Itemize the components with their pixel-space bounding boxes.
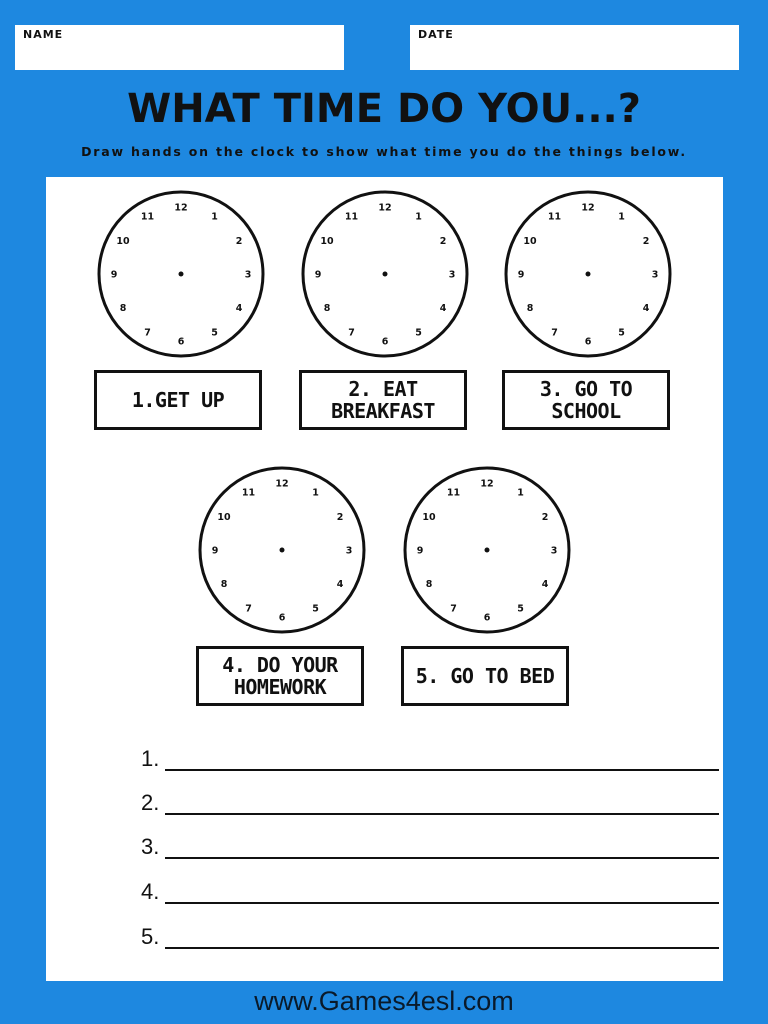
clock-number: 4 [541, 579, 549, 590]
clock-number: 9 [416, 545, 424, 557]
clock-number: 3 [345, 545, 353, 557]
clock-center [586, 272, 591, 277]
clock-number: 1 [415, 211, 422, 223]
clock-number: 11 [140, 211, 155, 223]
clock-5[interactable] [397, 465, 577, 635]
activity-text: 2. EAT BREAKFAST [331, 377, 435, 423]
clock-number: 6 [177, 336, 185, 348]
clock-number: 12 [581, 202, 595, 214]
clock-number: 10 [320, 236, 334, 247]
clock-center [383, 272, 388, 277]
clock-number: 8 [323, 303, 331, 314]
activity-label-4 [196, 646, 364, 706]
clock-number: 2 [336, 512, 344, 523]
answer-line[interactable] [165, 947, 719, 949]
clock-number: 3 [550, 545, 558, 557]
worksheet [46, 177, 723, 981]
website-link[interactable]: www.Games4esl.com [254, 986, 514, 1016]
clock-number: 7 [450, 603, 457, 615]
answer-number: 1. [141, 746, 160, 771]
activity-text: 1.GET UP [131, 388, 225, 412]
clock-number: 6 [381, 336, 389, 348]
clock-number: 9 [314, 269, 322, 281]
activity-label-2 [299, 370, 467, 430]
clock-number: 11 [344, 211, 359, 223]
answer-line[interactable] [165, 857, 719, 859]
clock-number: 6 [483, 612, 491, 624]
clock-number: 2 [439, 236, 447, 247]
clock-number: 10 [523, 236, 537, 247]
clock-number: 2 [235, 236, 243, 247]
clock-number: 9 [211, 545, 219, 557]
clock-center [280, 548, 285, 553]
clock-number: 11 [446, 487, 461, 499]
clock-number: 12 [275, 478, 289, 490]
clock-number: 9 [517, 269, 525, 281]
clock-number: 7 [551, 327, 558, 339]
answer-number: 5. [141, 924, 160, 949]
instructions: Draw hands on the clock to show what time you do the things below. [81, 144, 687, 159]
clock-number: 3 [244, 269, 252, 281]
clock-2[interactable] [295, 189, 475, 359]
clock-number: 6 [584, 336, 592, 348]
name-field[interactable] [15, 25, 344, 70]
clock-number: 1 [312, 487, 319, 499]
clock-number: 3 [651, 269, 659, 281]
clock-number: 12 [174, 202, 188, 214]
clock-number: 5 [618, 327, 625, 339]
answer-line[interactable] [165, 813, 719, 815]
page-title: WHAT TIME DO YOU...? [127, 86, 641, 132]
clock-number: 5 [517, 603, 524, 615]
clock-number: 11 [241, 487, 256, 499]
clock-number: 5 [211, 327, 218, 339]
clock-number: 7 [348, 327, 355, 339]
date-label: DATE [418, 28, 454, 41]
clock-number: 9 [110, 269, 118, 281]
clock-number: 7 [245, 603, 252, 615]
name-label: NAME [23, 28, 64, 41]
clock-number: 10 [217, 512, 231, 523]
activity-text: 3. GO TO SCHOOL [539, 377, 633, 423]
answer-number: 4. [141, 879, 160, 904]
clock-number: 8 [526, 303, 534, 314]
activity-text: 4. DO YOUR HOMEWORK [222, 653, 338, 699]
activity-text: 5. GO TO BED [415, 664, 555, 688]
answer-line[interactable] [165, 769, 719, 771]
clock-number: 5 [312, 603, 319, 615]
clock-number: 12 [480, 478, 494, 490]
clock-number: 8 [119, 303, 127, 314]
clock-1[interactable] [91, 189, 271, 359]
clock-number: 4 [235, 303, 243, 314]
clock-number: 8 [220, 579, 228, 590]
date-field[interactable] [410, 25, 739, 70]
clock-number: 5 [415, 327, 422, 339]
clock-number: 10 [422, 512, 436, 523]
clock-number: 1 [211, 211, 218, 223]
answer-line[interactable] [165, 902, 719, 904]
clock-number: 2 [541, 512, 549, 523]
clock-number: 1 [517, 487, 524, 499]
answer-number: 3. [141, 834, 160, 859]
clock-number: 4 [642, 303, 650, 314]
clock-number: 1 [618, 211, 625, 223]
clock-number: 2 [642, 236, 650, 247]
activity-label-3 [502, 370, 670, 430]
clock-center [179, 272, 184, 277]
clock-number: 8 [425, 579, 433, 590]
clock-number: 10 [116, 236, 130, 247]
activity-label-1 [94, 370, 262, 430]
clock-number: 12 [378, 202, 392, 214]
clock-number: 6 [278, 612, 286, 624]
clock-number: 7 [144, 327, 151, 339]
answer-number: 2. [141, 790, 160, 815]
clock-number: 4 [336, 579, 344, 590]
clock-center [485, 548, 490, 553]
clock-number: 3 [448, 269, 456, 281]
clock-3[interactable] [498, 189, 678, 359]
activity-label-5 [401, 646, 569, 706]
clock-number: 11 [547, 211, 562, 223]
clock-4[interactable] [192, 465, 372, 635]
clock-number: 4 [439, 303, 447, 314]
